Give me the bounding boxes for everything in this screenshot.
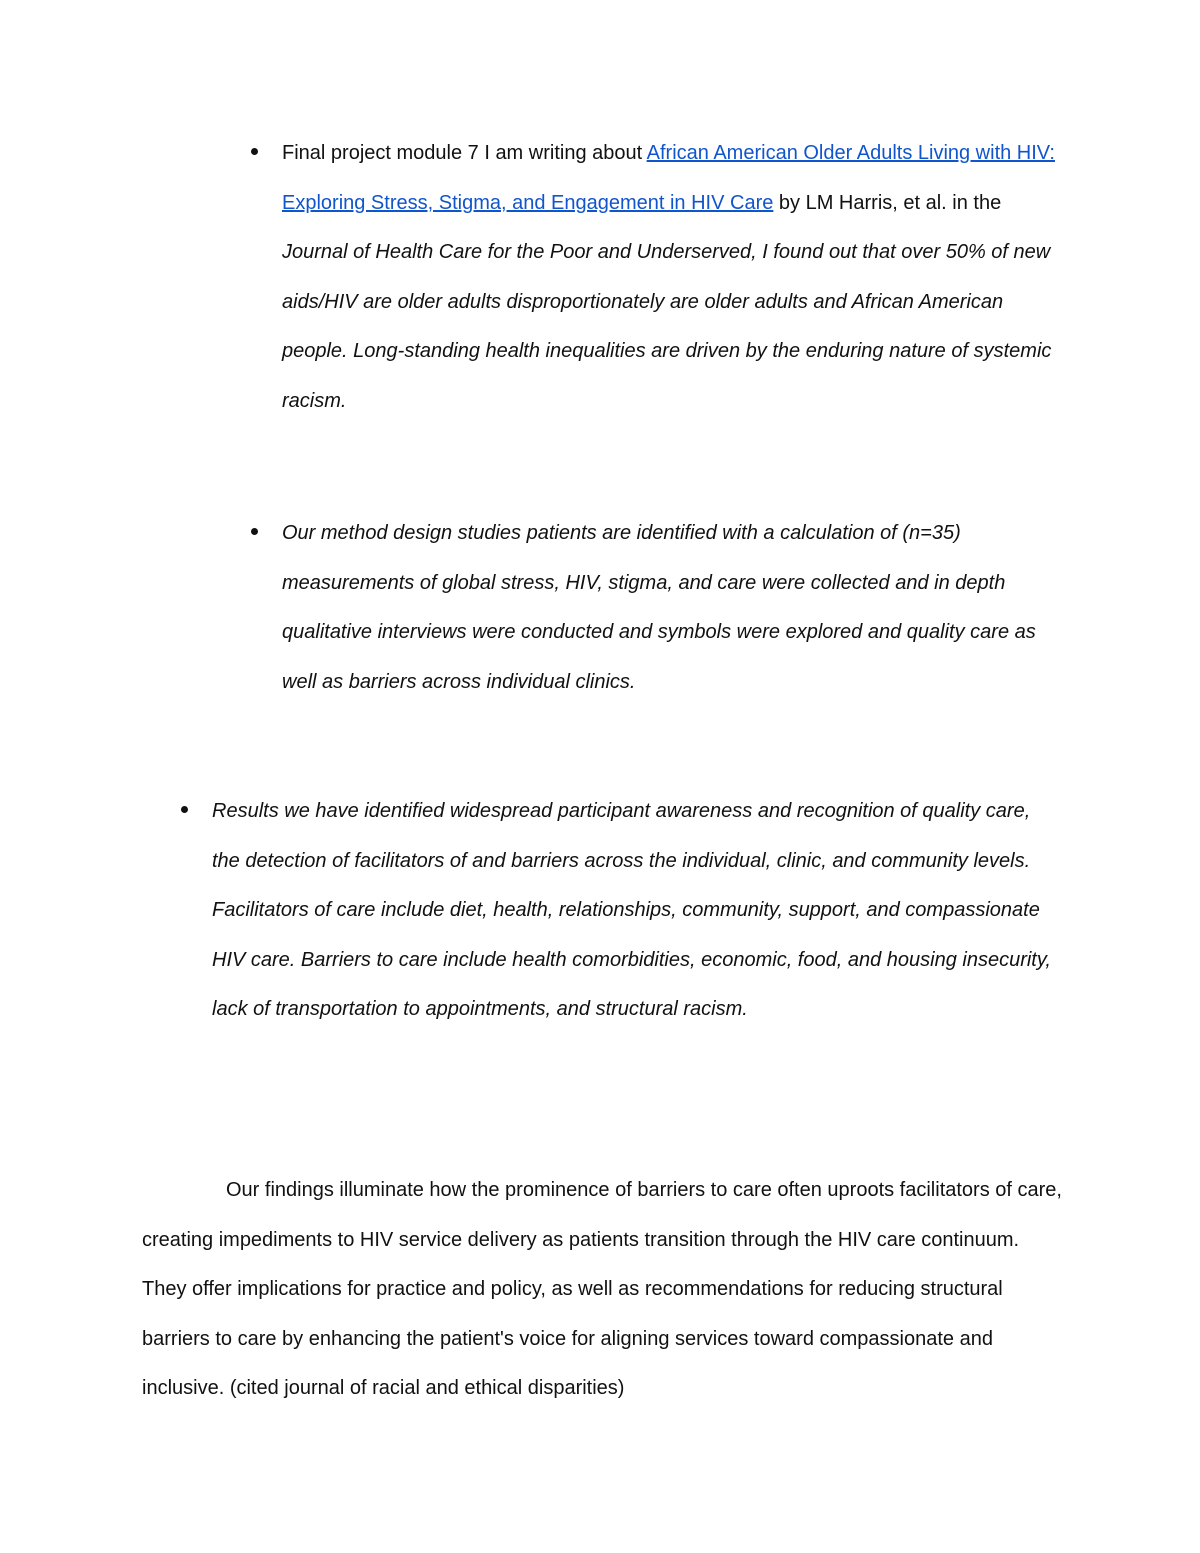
bullet-item-results — [176, 787, 1062, 1035]
bullet-text-intro: Final project module 7 I am writing about — [282, 142, 647, 164]
bullet-text: Results we have identified widespread participant awareness and recognition of quality care, the detection of facilitators of and barriers across the individual, clinic, and community levels. Facilitators of care include diet, health, relationships, community, support, and compassionate HIV care. Barriers to care include health comorbidities, economic, food, and housing insecurity, lack of transportation to appointments, and structural racism. — [212, 800, 1051, 1021]
bullet-text-citation: by LM Harris, et al. in the — [773, 191, 1002, 214]
bullet-text: Our method design studies patients are identified with a calculation of (n=35) measurements of global stress, HIV, stigma, and care were collected and in depth qualitative interviews were conducted and symbols were explored and quality care as well as barriers across individual clinics. — [282, 522, 1036, 693]
bullet-icon — [251, 509, 258, 559]
findings-paragraph: Our findings illuminate how the prominence of barriers to care often uproots facilitators of care, creating impediments to HIV service delivery as patients transition through the HIV care continuum. They offer implications for practice and policy, as well as recommendations for reducing structural barriers to care by enhancing the patient's voice for aligning services toward compassionate and inclusive. (cited journal of racial and ethical disparities) — [142, 1179, 1062, 1400]
bullet-item-final-project — [246, 129, 1072, 427]
bullet-text — [282, 129, 1072, 427]
bullet-text-italic: Journal of Health Care for the Poor and Underserved, I found out that over 50% of new aids/HIV are older adults disproportionately are older adults and African American people. Long-standing health inequalities are driven by the enduring nature of systemic racism. — [282, 241, 1052, 412]
bullet-icon — [181, 787, 188, 837]
bullet-item-method — [246, 509, 1062, 707]
article-link[interactable]: African American Older Adults Living with HIV: Exploring Stress, Stigma, and Engagement in HIV Care — [282, 142, 1055, 214]
bullet-icon — [251, 129, 258, 179]
